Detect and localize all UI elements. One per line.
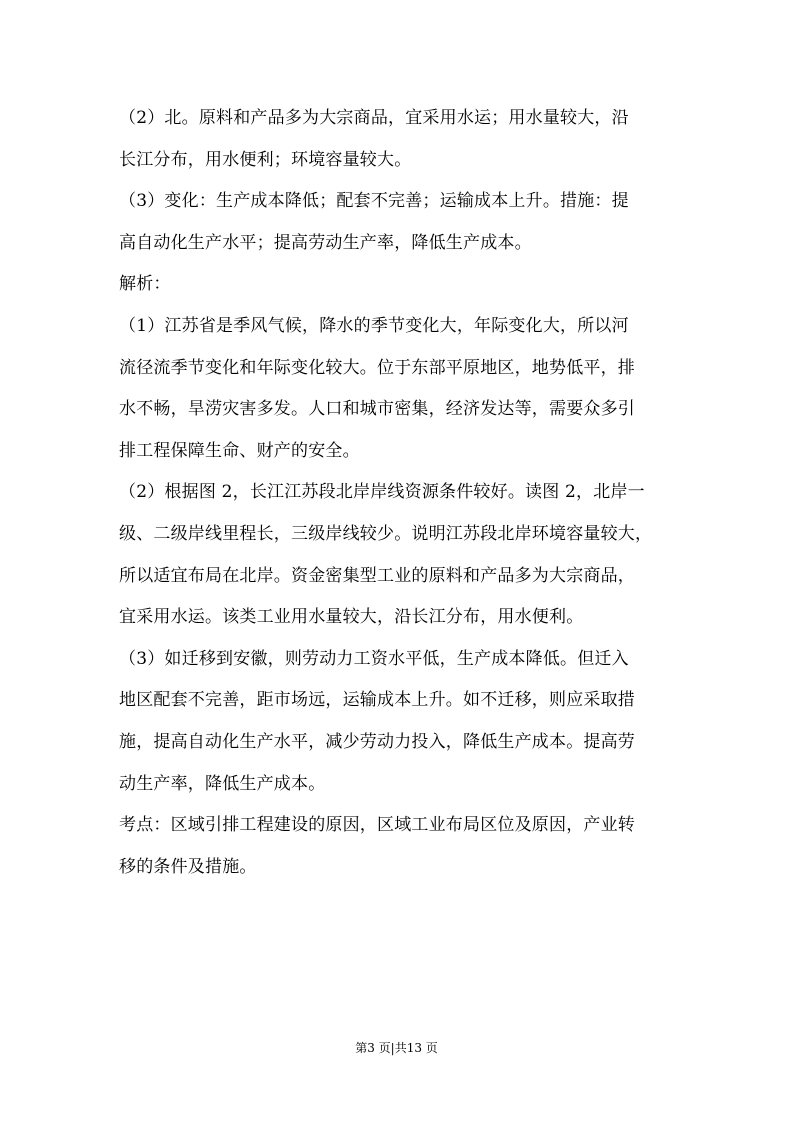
text-line: 长江分布，用水便利；环境容量较大。 (119, 149, 412, 170)
text-line: 级、二级岸线里程长，三级岸线较少。说明江苏段北岸环境容量较大， (119, 523, 653, 544)
text-line: （2）根据图 2，长江江苏段北岸岸线资源条件较好。读图 2，北岸一 (119, 482, 645, 503)
text-line: （1）江苏省是季风气候，降水的季节变化大，年际变化大，所以河 (119, 315, 629, 336)
text-line: 动生产率，降低生产成本。 (119, 773, 326, 794)
text-line: （2）北。原料和产品多为大宗商品，宜采用水运；用水量较大，沿 (119, 108, 629, 128)
answer-text-block (119, 98, 679, 888)
text-line: 水不畅，旱涝灾害多发。人口和城市密集，经济发达等，需要众多引 (119, 399, 635, 420)
text-line: （3）如迁移到安徽，则劳动力工资水平低，生产成本降低。但迁入 (119, 648, 629, 669)
analysis-heading: 解析： (119, 274, 171, 295)
text-line: 宜采用水运。该类工业用水量较大，沿长江分布，用水便利。 (119, 607, 584, 628)
knowledge-points-line: 考点：区域引排工程建设的原因，区域工业布局区位及原因，产业转 (119, 815, 635, 836)
text-line: 施，提高自动化生产水平，减少劳动力投入，降低生产成本。提高劳 (119, 731, 635, 752)
text-line: （3）变化：生产成本降低；配套不完善；运输成本上升。措施：提 (119, 191, 629, 212)
text-line: 所以适宜布局在北岸。资金密集型工业的原料和产品多为大宗商品， (119, 565, 635, 586)
text-line: 高自动化生产水平；提高劳动生产率，降低生产成本。 (119, 232, 532, 253)
text-line: 排工程保障生命、财产的安全。 (119, 440, 360, 461)
text-line: 地区配套不完善，距市场远，运输成本上升。如不迁移，则应采取措 (119, 690, 635, 711)
text-line: 流径流季节变化和年际变化较大。位于东部平原地区，地势低平，排 (119, 357, 635, 378)
page-number-footer: 第3 页|共13 页 (355, 1041, 438, 1055)
text-line: 移的条件及措施。 (119, 856, 257, 877)
